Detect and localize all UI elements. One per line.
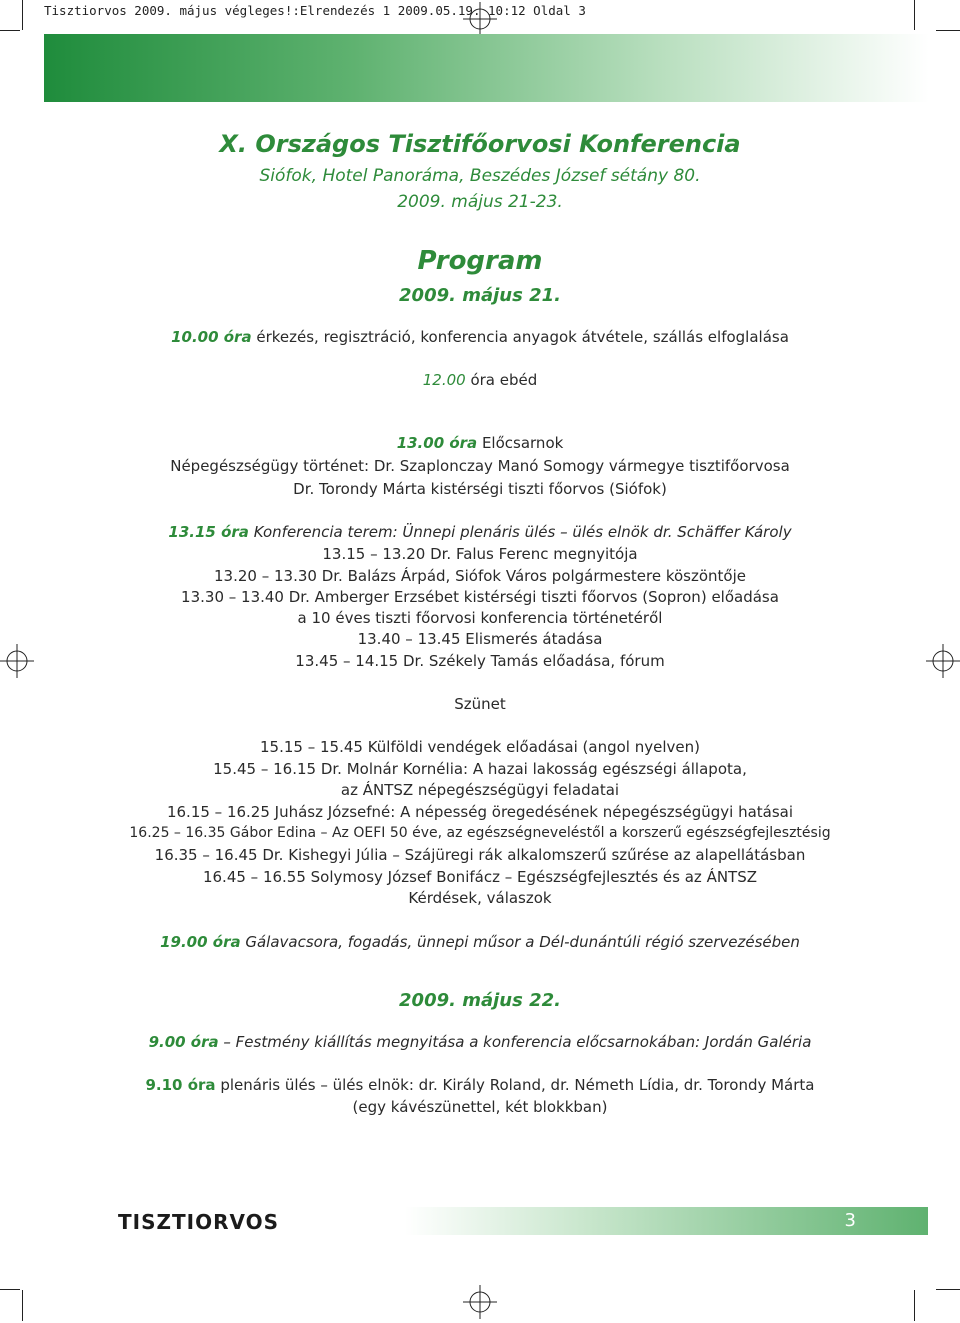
break-label: Szünet [454, 695, 506, 713]
program-heading: Program [417, 246, 543, 276]
registration-mark-bottom [463, 1285, 497, 1319]
header-color-band [44, 34, 929, 102]
program-line: az ÁNTSZ népegészségügyi feladatai [340, 781, 620, 799]
crop-mark [22, 1290, 23, 1321]
program-line: 16.15 – 16.25 Juhász Józsefné: A népesség öregedésének népegészségügyi hatásai [166, 803, 794, 821]
program-line: Dr. Torondy Márta kistérségi tiszti főorvos (Siófok) [293, 480, 667, 498]
registration-mark-top [463, 2, 497, 36]
crop-mark [914, 1290, 915, 1321]
crop-mark [936, 30, 960, 31]
print-slug: Tisztiorvos 2009. május végleges!:Elrendezés 1 2009.05.19. 10:12 Oldal 3 [44, 3, 586, 18]
crop-mark [936, 1289, 960, 1290]
program-line: 19.00 óra Gálavacsora, fogadás, ünnepi műsor a Dél-dunántúli régió szervezésében [160, 933, 800, 951]
program-line: 13.40 – 13.45 Elismerés átadása [357, 630, 603, 648]
program-line: 13.45 – 14.15 Dr. Székely Tamás előadása, fórum [295, 652, 665, 670]
footer-color-band [405, 1207, 928, 1235]
crop-mark [0, 1289, 20, 1290]
conference-dates: 2009. május 21-23. [397, 192, 563, 212]
conference-venue: Siófok, Hotel Panoráma, Beszédes József sétány 80. [259, 166, 701, 186]
crop-mark [914, 0, 915, 30]
program-line: 13.00 óra Előcsarnok [396, 434, 564, 452]
crop-mark [22, 0, 23, 30]
program-line: 12.00 óra ebéd [422, 371, 538, 389]
conference-title: X. Országos Tisztifőorvosi Konferencia [219, 130, 741, 158]
program-line: 15.45 – 16.15 Dr. Molnár Kornélia: A hazai lakosság egészségi állapota, [213, 760, 747, 778]
program-line: 16.35 – 16.45 Dr. Kishegyi Júlia – Szájüregi rák alkalomszerű szűrése az alapellátásban [154, 846, 806, 864]
program-line: 16.25 – 16.35 Gábor Edina – Az OEFI 50 éve, az egészségneveléstől a korszerű egészségfejlesztésig [129, 825, 831, 841]
program-line: 15.15 – 15.45 Külföldi vendégek előadásai (angol nyelven) [260, 738, 700, 756]
program-line: Kérdések, válaszok [408, 889, 552, 907]
page-number: 3 [844, 1210, 856, 1231]
program-line: 13.15 óra Konferencia terem: Ünnepi plenáris ülés – ülés elnök dr. Schäffer Károly [168, 523, 792, 541]
footer [118, 1207, 928, 1235]
program-line: 10.00 óra érkezés, regisztráció, konferencia anyagok átvétele, szállás elfoglalása [171, 328, 789, 346]
program-line: Népegészségügy történet: Dr. Szaplonczay Manó Somogy vármegye tisztifőorvosa [170, 457, 790, 475]
program-line: 9.00 óra – Festmény kiállítás megnyitása a konferencia előcsarnokában: Jordán Galéria [148, 1033, 812, 1051]
program-line: 16.45 – 16.55 Solymosy József Bonifácz – Egészségfejlesztés és az ÁNTSZ [202, 868, 758, 886]
day2-date: 2009. május 22. [399, 990, 561, 1011]
crop-mark [0, 30, 20, 31]
day1-date: 2009. május 21. [399, 285, 561, 306]
program-line: 13.30 – 13.40 Dr. Amberger Erzsébet kistérségi tiszti főorvos (Sopron) előadása [181, 588, 779, 606]
program-line: 13.20 – 13.30 Dr. Balázs Árpád, Siófok Város polgármestere köszöntője [214, 567, 746, 585]
program-line: 9.10 óra plenáris ülés – ülés elnök: dr. Király Roland, dr. Németh Lídia, dr. Torondy Márta [145, 1076, 815, 1094]
program-line: a 10 éves tiszti főorvosi konferencia történetéről [297, 609, 663, 627]
program-line: (egy kávészünettel, két blokkban) [352, 1098, 608, 1116]
publication-name: TISZTIORVOS [118, 1210, 280, 1234]
program-line: 13.15 – 13.20 Dr. Falus Ferenc megnyitója [322, 545, 638, 563]
